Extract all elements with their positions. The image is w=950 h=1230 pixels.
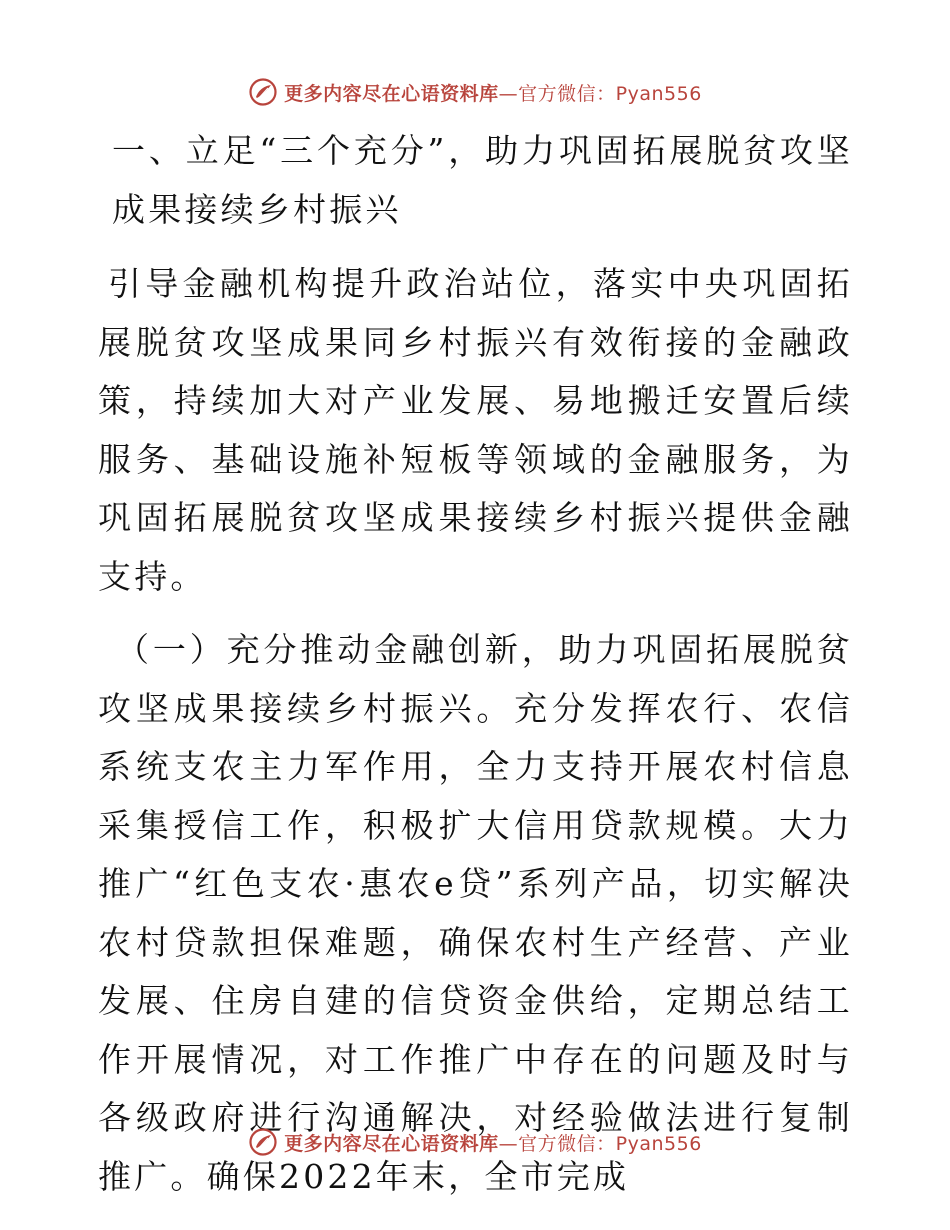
watermark-text: 更多内容尽在心语资料库—官方微信：Pyan556 [284, 1132, 702, 1155]
subsection-paragraph: （一）充分推动金融创新，助力巩固拓展脱贫攻坚成果接续乡村振兴。充分发挥农行、农信系统支农主力军作用，全力支持开展农村信息采集授信工作，积极扩大信用贷款规模。大力推广“红色支农·惠农e贷”系列产品，切实解决农村贷款担保难题，确保农村生产经营、产业发展、住房自建的信贷资金供给，定期总结工作开展情况，对工作推广中存在的问题及时与各级政府进行沟通解决，对经验做法进行复制推广。确保2022年末，全市完成 [98, 630, 853, 1196]
section-heading: 一、立足“三个充分”，助力巩固拓展脱贫攻坚成果接续乡村振兴 [112, 131, 853, 229]
document-body [98, 122, 853, 1206]
brand-logo-icon [248, 77, 278, 107]
watermark-text: 更多内容尽在心语资料库—官方微信：Pyan556 [284, 82, 702, 105]
intro-paragraph: 引导金融机构提升政治站位，落实中央巩固拓展脱贫攻坚成果同乡村振兴有效衔接的金融政策，持续加大对产业发展、易地搬迁安置后续服务、基础设施补短板等领域的金融服务，为巩固拓展脱贫攻坚成果接续乡村振兴提供金融支持。 [98, 264, 853, 596]
watermark-banner-top [0, 72, 950, 112]
watermark-banner-bottom [0, 1122, 950, 1162]
brand-logo-icon [248, 1127, 278, 1157]
